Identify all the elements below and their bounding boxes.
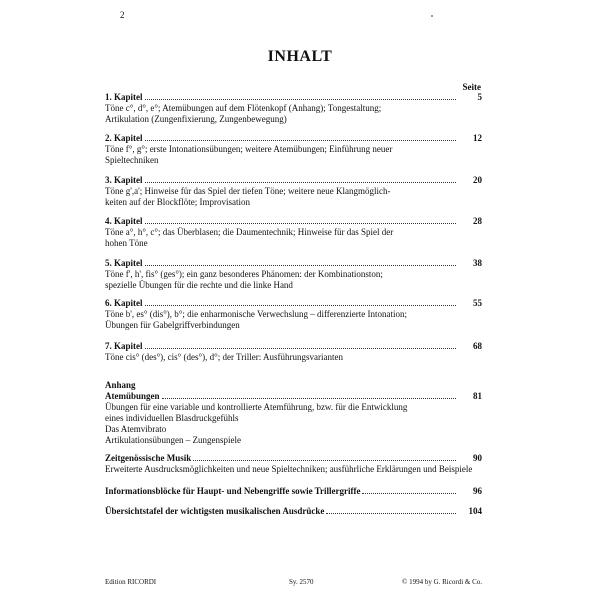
toc-entry-kapitel-6[interactable] xyxy=(105,298,482,331)
toc-entry-desc-line: Spieltechniken xyxy=(105,155,159,165)
toc-entry-desc-line: Erweiterte Ausdrucksmöglichkeiten und neue Spieltechniken; ausführliche Erklärungen und Beispiele xyxy=(105,464,473,474)
toc-entry-desc-line: spezielle Übungen für die rechte und die linke Hand xyxy=(105,280,293,290)
toc-entry-title: Atemübungen xyxy=(105,391,160,401)
toc-entry-zeitgenoessische-musik[interactable] xyxy=(105,453,482,475)
toc-entry-kapitel-1[interactable] xyxy=(105,92,482,125)
dot-leader xyxy=(145,223,457,224)
toc-entry-page: 38 xyxy=(473,258,482,268)
dot-leader xyxy=(145,140,457,141)
toc-entry-page: 90 xyxy=(473,453,482,463)
toc-entry-desc-line: Artikulation (Zungenfixierung, Zungenbewegung) xyxy=(105,114,287,124)
toc-entry-page: 20 xyxy=(473,175,482,185)
dot-leader xyxy=(145,305,457,306)
toc-entry-desc-line: Töne cis° (des°), cis° (des°), d°; der Triller: Ausführungsvarianten xyxy=(105,352,343,362)
toc-entry-kapitel-2[interactable] xyxy=(105,133,482,166)
toc-entry-title: 4. Kapitel xyxy=(105,216,143,226)
toc-entry-desc-line: Das Atemvibrato xyxy=(105,424,167,434)
toc-entry-title: 1. Kapitel xyxy=(105,92,143,102)
toc-entry-desc-line: Töne b', es° (dis°), b°; die enharmonische Verwechslung – differenzierte Intonation; xyxy=(105,309,407,319)
toc-entry-page: 12 xyxy=(473,133,482,143)
toc-entry-anhang[interactable] xyxy=(105,380,482,446)
dot-leader xyxy=(162,398,456,399)
footer-publisher: Edition RICORDI xyxy=(105,578,157,586)
toc-entry-desc-line: eines individuellen Blasdruckgefühls xyxy=(105,413,239,423)
page-number: 2 xyxy=(120,10,125,20)
toc-entry-desc-line: keiten auf der Blockflöte; Improvisation xyxy=(105,197,250,207)
toc-entry-page: 68 xyxy=(473,341,482,351)
toc-entry-page: 81 xyxy=(473,391,482,401)
toc-entry-uebersichtstafel[interactable] xyxy=(105,506,482,517)
toc-entry-desc-line: Artikulationsübungen – Zungenspiele xyxy=(105,435,241,445)
toc-entry-kapitel-7[interactable] xyxy=(105,341,482,363)
toc-entry-kapitel-4[interactable] xyxy=(105,216,482,249)
toc-entry-page: 28 xyxy=(473,216,482,226)
toc-entry-page: 5 xyxy=(477,92,482,102)
dot-leader xyxy=(145,265,457,266)
toc-entry-kapitel-3[interactable] xyxy=(105,175,482,208)
toc-entry-desc-line: Töne f', h', fis° (ges°); ein ganz besonderes Phänomen: der Kombinationston; xyxy=(105,269,383,279)
toc-entry-desc-line: Töne g',a'; Hinweise für das Spiel der tiefen Töne; weitere neue Klangmöglich- xyxy=(105,186,391,196)
dot-leader xyxy=(193,460,456,461)
dot-leader xyxy=(326,513,456,514)
scan-mark xyxy=(431,15,433,17)
toc-entry-desc-line: Übungen für eine variable und kontrollierte Atemführung, bzw. für die Entwicklung xyxy=(105,402,408,412)
dot-leader xyxy=(145,182,457,183)
toc-entry-page: 55 xyxy=(473,298,482,308)
toc-entry-page: 96 xyxy=(473,486,482,496)
seite-column-header: Seite xyxy=(462,82,481,92)
toc-entry-page: 104 xyxy=(468,506,482,516)
footer-copyright: © 1994 by G. Ricordi & Co. xyxy=(402,578,482,586)
dot-leader xyxy=(145,348,457,349)
toc-entry-title: Übersichtstafel der wichtigsten musikalischen Ausdrücke xyxy=(105,506,325,516)
toc-entry-desc-line: Töne f°, g°; erste Intonationsübungen; weitere Atemübungen; Einführung neuer xyxy=(105,144,393,154)
toc-entry-title: Zeitgenössische Musik xyxy=(105,453,192,463)
page-title: INHALT xyxy=(267,48,333,65)
dot-leader xyxy=(145,99,457,100)
toc-entry-title: 2. Kapitel xyxy=(105,133,143,143)
toc-entry-kapitel-5[interactable] xyxy=(105,258,482,291)
toc-entry-title: 6. Kapitel xyxy=(105,298,143,308)
appendix-heading: Anhang xyxy=(105,380,136,390)
toc-entry-desc-line: Töne a°, h°, c°; das Überblasen; die Daumentechnik; Hinweise für das Spiel der xyxy=(105,227,394,237)
footer-catalog-number: Sy. 2570 xyxy=(289,578,314,586)
dot-leader xyxy=(362,493,456,494)
toc-entry-title: 7. Kapitel xyxy=(105,341,143,351)
toc-entry-desc-line: hohen Töne xyxy=(105,238,148,248)
toc-entry-informationsbloecke[interactable] xyxy=(105,486,482,497)
toc-entry-title: Informationsblöcke für Haupt- und Nebengriffe sowie Trillergriffe xyxy=(105,486,361,496)
toc-entry-title: 5. Kapitel xyxy=(105,258,143,268)
toc-entry-title: 3. Kapitel xyxy=(105,175,143,185)
toc-entry-desc-line: Töne c°, d°, e°; Atemübungen auf dem Flötenkopf (Anhang); Tongestaltung; xyxy=(105,103,382,113)
toc-entry-desc-line: Übungen für Gabelgriffverbindungen xyxy=(105,320,240,330)
